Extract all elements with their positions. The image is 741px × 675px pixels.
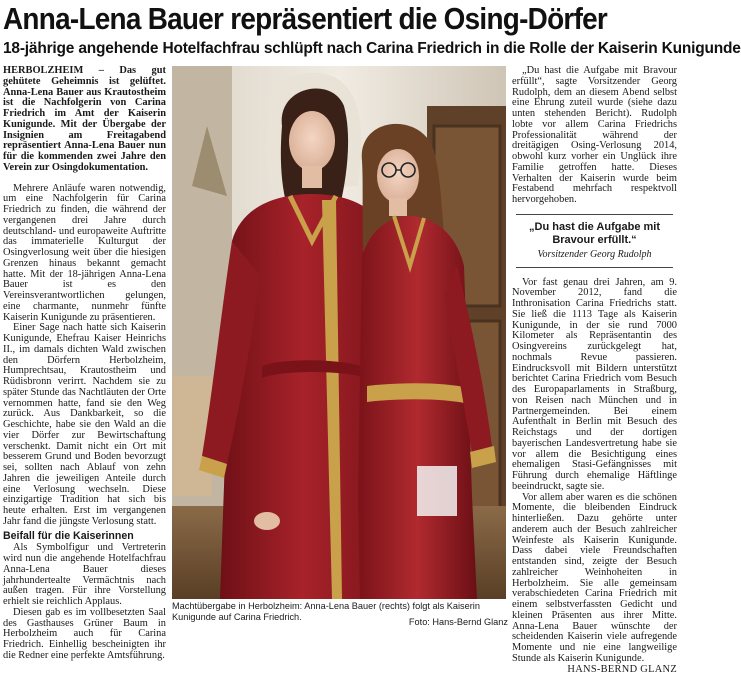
section-heading: Beifall für die Kaiserinnen [3, 531, 166, 542]
pull-quote-attribution: Vorsitzender Georg Rudolph [518, 250, 671, 261]
subheadline: 18-jährige angehende Hotelfachfrau schlüpft nach Carina Friedrich in die Rolle der Kaiserin Kunigunde [3, 39, 679, 59]
body-paragraph: Als Symbolfigur und Vertreterin wird nun die angehende Hotelfachfrau Anna-Lena Bauer dieses jahrhundertealte Vermächtnis nach außen tragen. Für ihre Vorstellung erhielt sie reichlich Applaus. [3, 543, 166, 608]
byline: HANS-BERND GLANZ [512, 665, 677, 675]
article-photo [172, 66, 506, 599]
photo-caption [172, 601, 508, 629]
pull-quote-text: „Du hast die Aufgabe mit Bravour erfüllt.“ [518, 221, 671, 247]
dateline: HERBOLZHEIM – [3, 65, 119, 76]
body-paragraph: Diesen gab es im vollbesetzten Saal des Gasthauses Grüner Baum in Herbolzheim auch für Carina Friedrich. Einhellig bescheinigten ihr die Redner eine perfekte Amtsführung. [3, 608, 166, 662]
headline: Anna-Lena Bauer repräsentiert die Osing-Dörfer [3, 0, 611, 38]
photo-credit: Foto: Hans-Bernd Glanz [409, 617, 508, 628]
body-paragraph: „Du hast die Aufgabe mit Bravour erfüllt“, sagte Vorsitzender Georg Rudolph, dem an diesem Abend selbst eine Ehrung zuteil wurde (siehe dazu unten stehenden Bericht). Rudolph lobte vor allem Carina Friedrichs Professionalität während der dreitägigen Osing-Verlosung 2014, obwohl kurz vorher ein Unglück ihre Familie getroffen hatte. Dieses Verhalten der Kaiserin wurde beim Festabend mehrfach respektvoll hervorgehoben. [512, 66, 677, 206]
caption-text: Machtübergabe in Herbolzheim: Anna-Lena Bauer (rechts) folgt als Kaiserin Kunigunde auf Carina Friedrich. [172, 601, 480, 622]
photo-illustration [172, 66, 506, 599]
right-column [512, 66, 677, 628]
body-paragraph: Vor allem aber waren es die schönen Momente, die bleibenden Eindruck hinterließen. Dazu gehörte unter anderem auch der Besuch zahlreicher Weinfeste als Kaiserin Kunigunde. Dass dabei viele Freundschaften entstanden sind, zeigte der Besuch zahlreicher Weinhoheiten in Herbolzheim. Sie alle gemeinsam verabschiedeten Carina Friedrich mit einem selbstverfassten Gedicht und kleinen Präsenten aus ihrer Mitte. Anna-Lena Bauer wünschte der scheidenden Kaiserin viele aufregende Momente und nie eine langweilige Stunde als Kaiserin Kunigunde. [512, 493, 677, 665]
pull-quote [516, 214, 673, 268]
lead-text: Das gut gehütete Geheimnis ist gelüftet. Anna-Lena Bauer aus Krautostheim ist die Nachfolgerin von Carina Friedrich im Amt der Kaiserin Kunigunde. Mit der Übergabe der Insignien am Freitagabend repräsentiert Anna-Lena Bauer nun für die kommenden zwei Jahre den Verein zur Osingdokumentation. [3, 65, 166, 173]
body-paragraph: Einer Sage nach hatte sich Kaiserin Kunigunde, Ehefrau Kaiser Heinrichs II., im damals dichten Wald zwischen den Dörfern Herbolzheim, Humprechtsau, Krautostheim und Rüdisbronn verirrt. Nachdem sie zu später Stunde das Nachtläuten der Orte vernommen hatte, fand sie den Weg zurück. Aus Dankbarkeit, so die Geschichte, habe sie den Wald an die vier Dörfer zur Bewirtschaftung verschenkt. Damit nicht ein Ort mit besserem Grund und Boden bevorzugt sei, sollten nach Ablauf von zehn Jahren die jeweiligen Anteile durch eine Verlosung wechseln. Diese einzigartige Tradition hat sich bis heute erhalten. Erst im vergangenen Jahr fand die jüngste Verlosung statt. [3, 323, 166, 527]
body-paragraph: Vor fast genau drei Jahren, am 9. November 2012, fand die Inthronisation Carina Friedrichs statt. Sie ließ die 1113 Tage als Kaiserin Kunigunde, in der sie rund 7000 Kilometer als Repräsentantin des Osingvereins zurückgelegt hat, nochmals Revue passieren. Eindrucksvoll mit Bildern unterstützt berichtet Carina Friedrich vom Besuch des Europaparlaments in Straßburg, von Reisen nach München und in Partnergemeinden. Bei einem Aufenthalt in Berlin mit Besuch des Reichstags und der dortigen bayerischen Landesvertretung habe sie vor allem die Besichtigung eines ehemaligen Stasi-Gefängnisses mit Führung durch ehemalige Häftlinge beeindruckt, sagte sie. [512, 278, 677, 493]
body-paragraph: Mehrere Anläufe waren notwendig, um eine Nachfolgerin für Carina Friedrich zu finden, die während der vergangenen drei Jahre durch deutschland- und europaweite Auftritte das immaterielle Kulturgut der Osingverlosung weit über die hiesigen Grenzen hinaus bekannt gemacht hatte. Mit der 18-jährigen Anna-Lena Bauer ist es den Vereinsverantwortlichen gelungen, eine charmante, nunmehr fünfte Kaiserin Kunigunde zu präsentieren. [3, 184, 166, 324]
lead-paragraph [3, 66, 166, 174]
left-column [3, 66, 166, 628]
